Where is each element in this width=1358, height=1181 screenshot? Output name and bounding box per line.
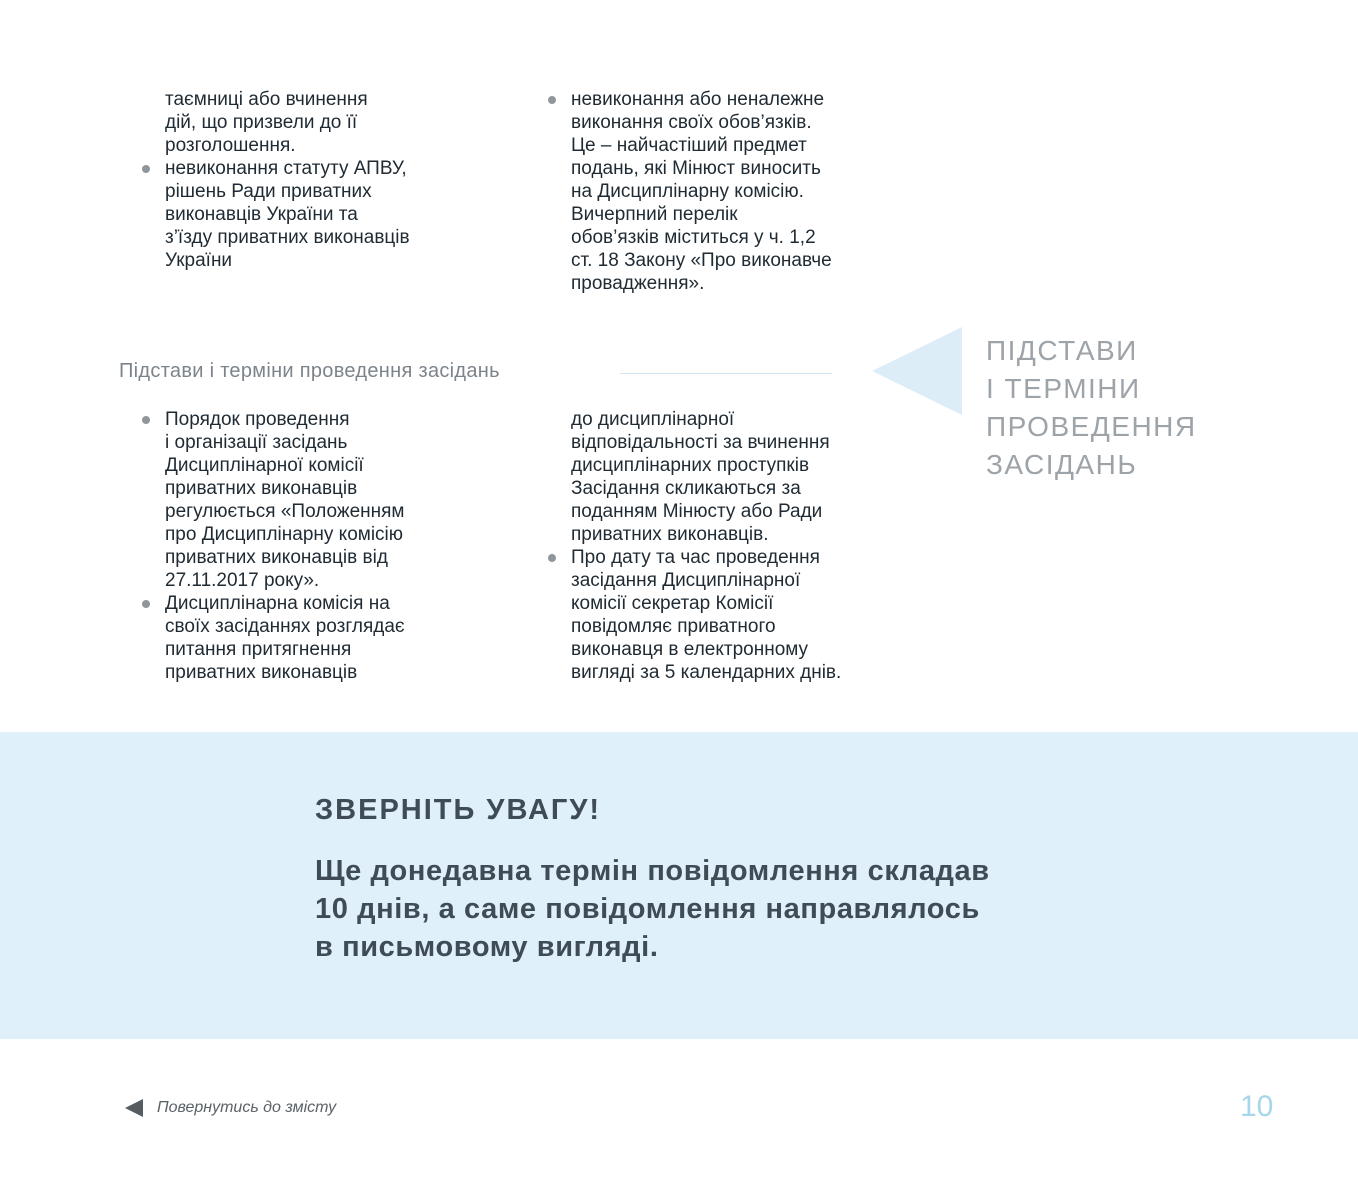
bottom-left-column xyxy=(165,408,495,684)
continuation-text: до дисциплінарної відповідальності за вчинення дисциплінарних проступків Засідання скликаються за поданням Мінюсту або Ради приватних виконавців. xyxy=(571,409,830,545)
back-to-contents-link[interactable] xyxy=(125,1099,336,1117)
top-left-column xyxy=(165,88,495,272)
bottom-right-column xyxy=(571,408,901,684)
section-divider xyxy=(620,373,832,374)
continuation-text: таємниці або вчинення дій, що призвели до її розголошення. xyxy=(165,89,368,156)
side-title: ПІДСТАВИ І ТЕРМІНИ ПРОВЕДЕННЯ ЗАСІДАНЬ xyxy=(986,335,1197,480)
list-item: Порядок проведення і організації засідань Дисциплінарної комісії приватних виконавців регулюється «Положенням про Дисциплінарну комісію приватних виконавців від 27.11.2017 року». xyxy=(165,408,495,592)
attention-title: ЗВЕРНІТЬ УВАГУ! xyxy=(315,794,602,826)
list-item: невиконання або неналежне виконання своїх обов’язків. Це – найчастіший предмет подань, які Мінюст виносить на Дисциплінарну комісію. Вичерпний перелік обов’язків міститься у ч. 1,2 ст. 18 Закону «Про виконавче провадження». xyxy=(571,88,901,295)
decorative-triangle-icon xyxy=(872,327,962,415)
list-item: Про дату та час проведення засідання Дисциплінарної комісії секретар Комісії повідомляє приватного виконавця в електронному вигляді за 5 календарних днів. xyxy=(571,546,901,684)
list-item: Дисциплінарна комісія на своїх засіданнях розглядає питання притягнення приватних виконавців xyxy=(165,592,495,684)
top-right-column xyxy=(571,88,901,295)
attention-text: Ще донедавна термін повідомлення складав 10 днів, а саме повідомлення направлялось в письмовому вигляді. xyxy=(315,855,990,963)
section-heading: Підстави і терміни проведення засідань xyxy=(119,360,500,382)
page-number: 10 xyxy=(1240,1090,1274,1123)
back-arrow-icon xyxy=(125,1099,143,1117)
back-link-label: Повернутись до змісту xyxy=(157,1099,337,1116)
list-item: невиконання статуту АПВУ, рішень Ради приватних виконавців України та з’їзду приватних виконавців України xyxy=(165,157,495,272)
